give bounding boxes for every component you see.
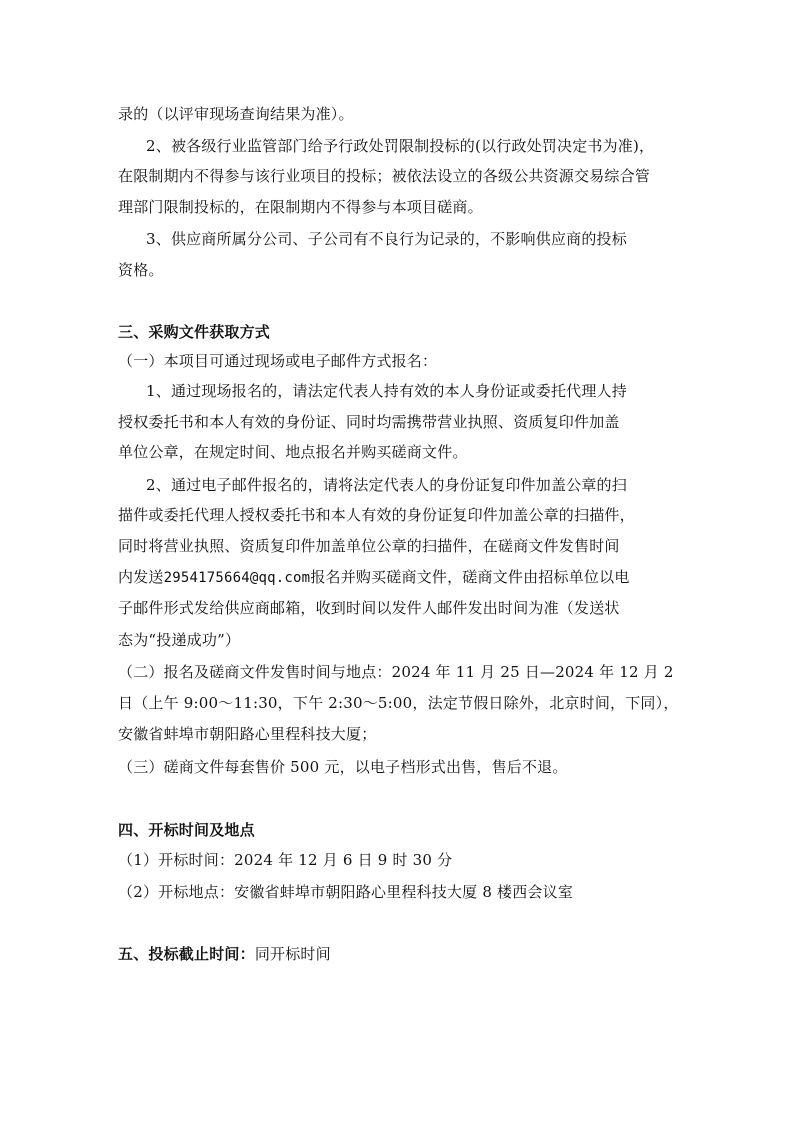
- text-line: 在限制期内不得参与该行业项目的投标；被依法设立的各级公共资源交易综合管: [118, 167, 651, 185]
- section-heading: 四、开标时间及地点: [118, 821, 255, 839]
- text-line: 子邮件形式发给供应商邮箱，收到时间以发件人邮件发出时间为准（发送状: [118, 599, 620, 617]
- text-line: 态为“投递成功”）: [118, 631, 241, 649]
- text-line: 理部门限制投标的，在限制期内不得参与本项目磋商。: [118, 198, 483, 216]
- text-line: 3、供应商所属分公司、子公司有不良行为记录的，不影响供应商的投标: [146, 230, 627, 248]
- text-line: 日（上午 9:00～11:30，下午 2:30～5:00，法定节假日除外，北京时间，下同），: [118, 694, 679, 712]
- text-line: 描件或委托代理人授权委托书和本人有效的身份证复印件加盖公章的扫描件，: [118, 506, 635, 524]
- email-address: 2954175664@qq.com: [163, 570, 311, 586]
- text-line: （2）开标地点：安徽省蚌埠市朝阳路心里程科技大厦 8 楼西会议室: [118, 883, 574, 901]
- text-line: （三）磋商文件每套售价 500 元，以电子档形式出售，售后不退。: [118, 758, 568, 776]
- text-line: 授权委托书和本人有效的身份证、同时均需携带营业执照、资质复印件加盖: [118, 413, 620, 431]
- text-line: 录的（以评审现场查询结果为准）。: [118, 105, 354, 123]
- text-line: 安徽省蚌埠市朝阳路心里程科技大厦；: [118, 725, 377, 743]
- text-fragment: 内发送: [118, 568, 164, 586]
- section-heading: 五、投标截止时间：: [118, 945, 255, 963]
- text-line: [118, 567, 630, 588]
- text-line: 1、通过现场报名的，请法定代表人持有效的本人身份证或委托代理人持: [146, 382, 627, 400]
- text-line: 同时将营业执照、资质复印件加盖单位公章的扫描件，在磋商文件发售时间: [118, 537, 620, 555]
- text-fragment: 同开标时间: [254, 945, 331, 963]
- text-line: 2、被各级行业监管部门给予行政处罚限制投标的(以行政处罚决定书为准)，: [146, 137, 655, 155]
- section-heading: 三、采购文件获取方式: [118, 323, 271, 341]
- text-fragment: 报名并购买磋商文件，磋商文件由招标单位以电: [310, 568, 630, 586]
- text-line: 资格。: [118, 261, 164, 279]
- text-line: （二）报名及磋商文件发售时间与地点：2024 年 11 月 25 日—2024 年 12 月 2: [118, 663, 674, 681]
- text-line: （1）开标时间：2024 年 12 月 6 日 9 时 30 分: [118, 851, 453, 869]
- text-line: （一）本项目可通过现场或电子邮件方式报名：: [118, 352, 438, 370]
- text-line: 单位公章，在规定时间、地点报名并购买磋商文件。: [118, 443, 468, 461]
- text-line: 2、通过电子邮件报名的，请将法定代表人的身份证复印件加盖公章的扫: [146, 476, 627, 494]
- text-line: [118, 944, 331, 964]
